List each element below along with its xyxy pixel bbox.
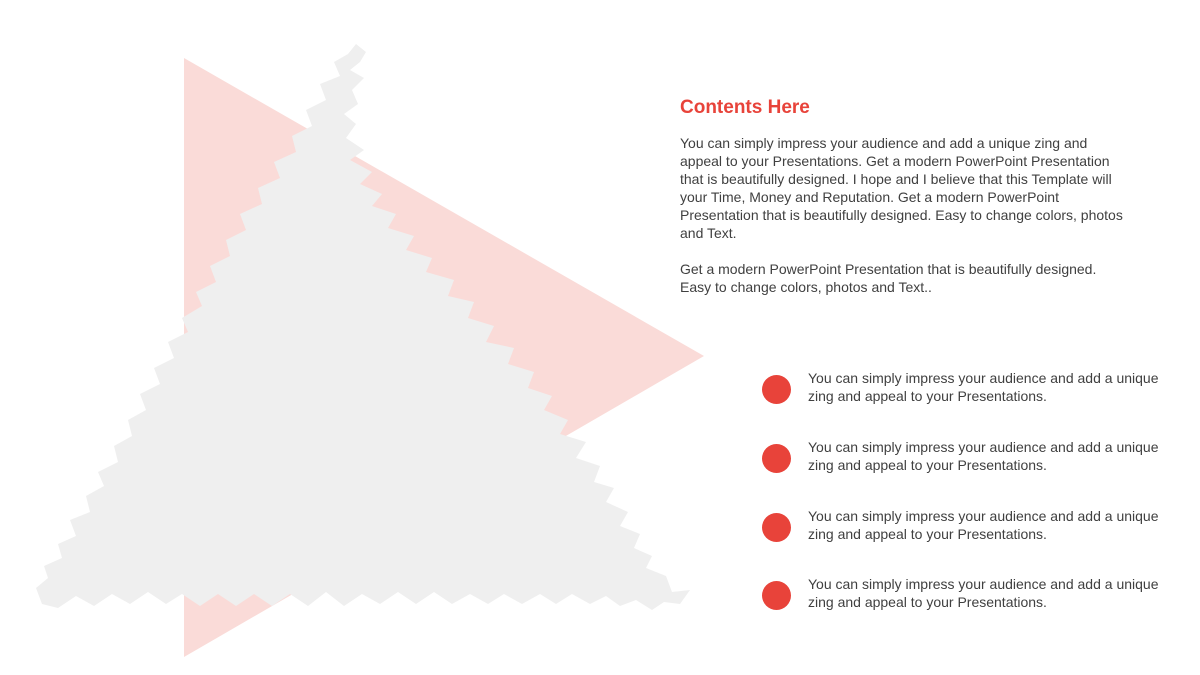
content-title: Contents Here <box>680 97 810 118</box>
bullet-item-2 <box>762 438 1182 478</box>
body-paragraph-1: You can simply impress your audience and add a unique zing and appeal to your Presentations. Get a modern PowerPoint Presentation that is beautifully designed. I hope and I believe that this Template will your Time, Money and Reputation. Get a modern PowerPoint Presentation that is beautifully designed. Easy to change colors, photos and Text. <box>680 135 1123 241</box>
red-dot-icon <box>762 375 791 404</box>
bullet-text: You can simply impress your audience and add a unique zing and appeal to your Presentations. <box>808 508 1159 542</box>
red-dot-icon <box>762 581 791 610</box>
body-paragraph-2: Get a modern PowerPoint Presentation that is beautifully designed. Easy to change colors, photos and Text.. <box>680 261 1097 295</box>
bullet-text: You can simply impress your audience and add a unique zing and appeal to your Presentations. <box>808 439 1159 473</box>
bullet-text: You can simply impress your audience and add a unique zing and appeal to your Presentations. <box>808 370 1159 404</box>
red-dot-icon <box>762 444 791 473</box>
red-dot-icon <box>762 513 791 542</box>
content-body <box>680 134 1130 314</box>
bullet-text: You can simply impress your audience and add a unique zing and appeal to your Presentations. <box>808 576 1159 610</box>
bullet-item-3 <box>762 507 1182 547</box>
bullet-item-1 <box>762 369 1182 409</box>
bullet-item-4 <box>762 575 1182 615</box>
